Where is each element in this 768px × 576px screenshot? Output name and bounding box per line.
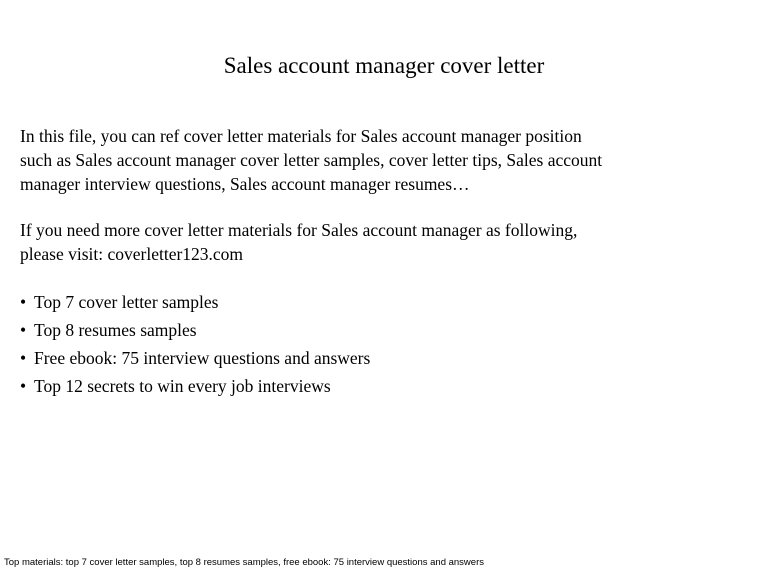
list-item	[20, 316, 760, 344]
paragraph-spacer	[20, 196, 760, 218]
paragraph-spacer	[20, 266, 760, 288]
bullet-icon: •	[20, 320, 27, 340]
slide-title: Sales account manager cover letter	[223, 53, 545, 78]
visit-line: If you need more cover letter materials for Sales account manager as following,	[20, 220, 578, 240]
intro-line: In this file, you can ref cover letter materials for Sales account manager position	[20, 126, 582, 146]
intro-line: such as Sales account manager cover letter samples, cover letter tips, Sales account	[20, 150, 603, 170]
list-item-text: Top 8 resumes samples	[34, 320, 197, 340]
visit-paragraph	[20, 218, 760, 266]
list-item	[20, 344, 760, 372]
bullet-icon: •	[20, 376, 27, 396]
list-item-text: Top 7 cover letter samples	[34, 292, 219, 312]
materials-list	[20, 288, 760, 400]
slide-content	[20, 124, 760, 400]
list-item	[20, 288, 760, 316]
footer-text: Top materials: top 7 cover letter samples, top 8 resumes samples, free ebook: 75 interview questions and answers	[4, 557, 484, 568]
list-item-text: Top 12 secrets to win every job interviews	[34, 376, 331, 396]
bullet-icon: •	[20, 292, 27, 312]
intro-paragraph	[20, 124, 760, 196]
visit-line: please visit: coverletter123.com	[20, 244, 244, 264]
intro-line: manager interview questions, Sales account manager resumes…	[20, 174, 470, 194]
list-item	[20, 372, 760, 400]
bullet-icon: •	[20, 348, 27, 368]
list-item-text: Free ebook: 75 interview questions and answers	[34, 348, 371, 368]
